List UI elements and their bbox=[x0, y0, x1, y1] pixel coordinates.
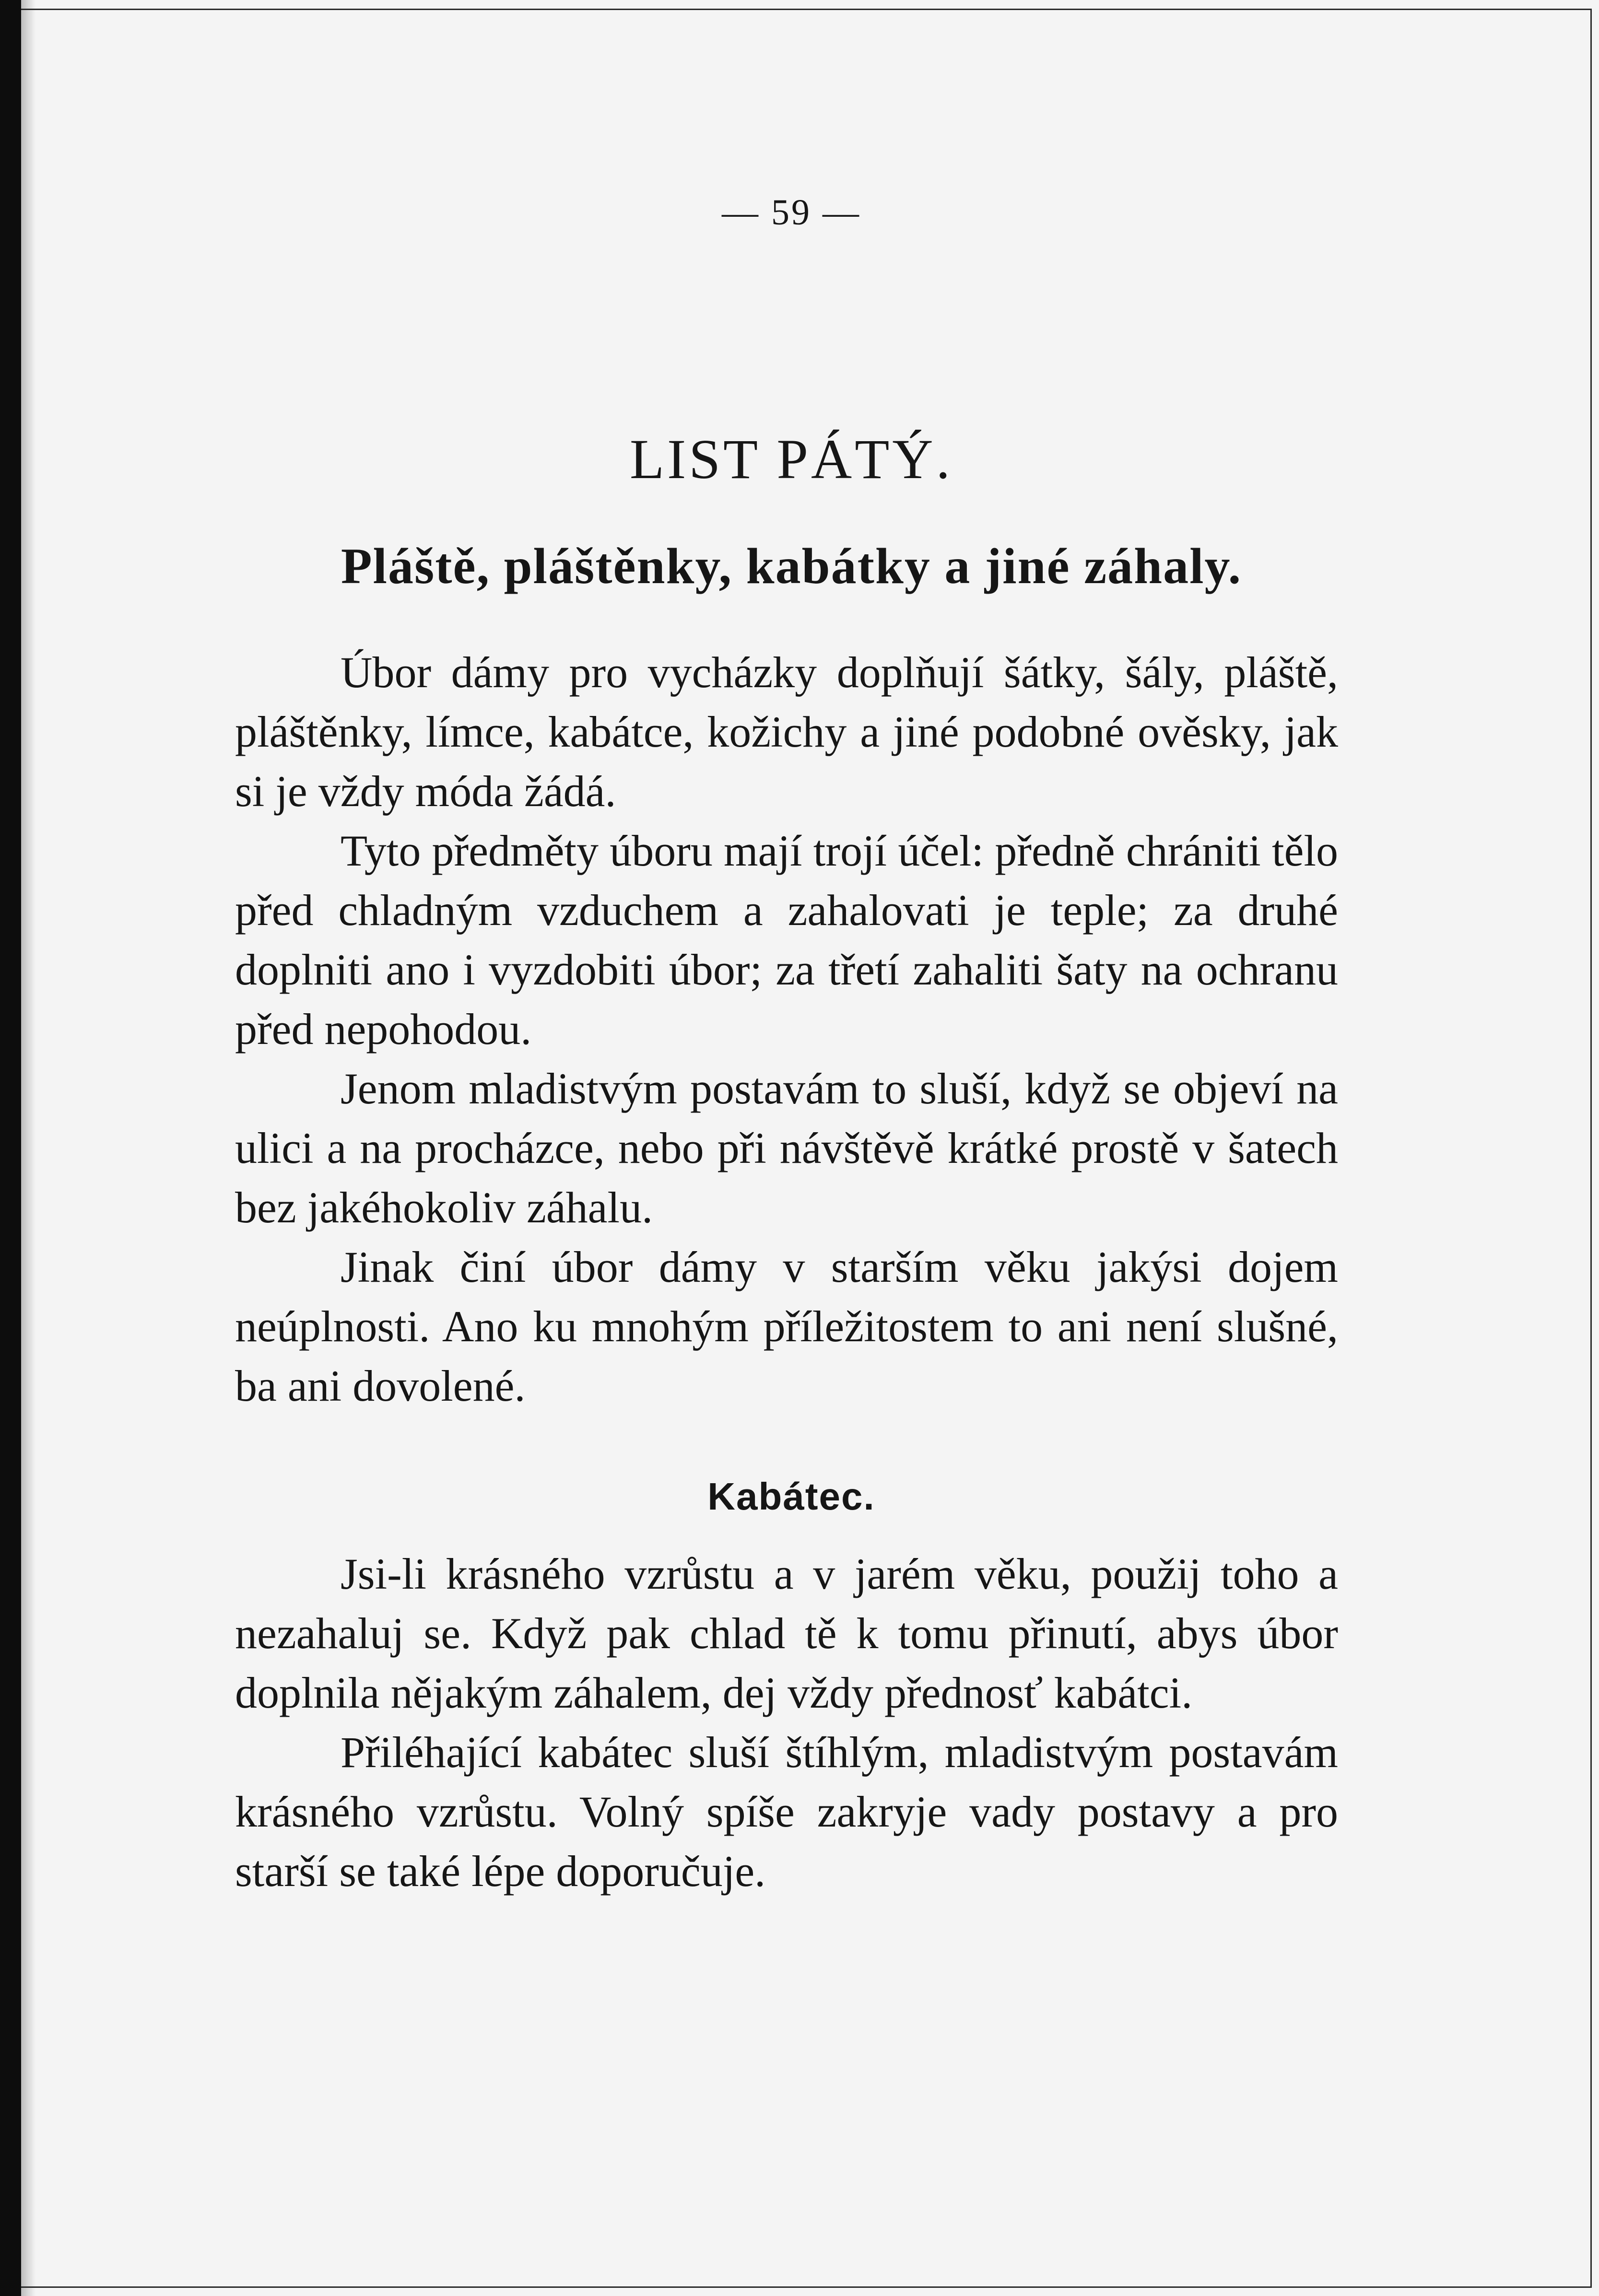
page-number: — 59 — bbox=[722, 192, 861, 233]
subsection-body bbox=[235, 1544, 1338, 1901]
paragraph: Tyto předměty úboru mají trojí účel: předně chrániti tělo před chladným vzduchem a zahalovati je teple; za druhé doplniti ano i vyzdobiti úbor; za třetí zahaliti šaty na ochranu před nepohodou. bbox=[235, 826, 1338, 1054]
chapter-title: LIST PÁTÝ. bbox=[629, 428, 953, 491]
spine-shadow bbox=[21, 0, 35, 2296]
paragraph: Jinak činí úbor dámy v starším věku jakýsi dojem neúplnosti. Ano ku mnohým příležitostem to ani není slušné, ba ani dovolené. bbox=[235, 1242, 1338, 1410]
chapter-body bbox=[235, 643, 1338, 1416]
paragraph: Jsi-li krásného vzrůstu a v jarém věku, použij toho a nezahaluj se. Když pak chlad tě k tomu přinutí, abys úbor doplnila nějakým záhalem, dej vždy přednosť kabátci. bbox=[235, 1549, 1338, 1717]
scan-frame-right bbox=[1590, 9, 1592, 2288]
book-spine-edge bbox=[0, 0, 21, 2296]
scan-frame-top bbox=[21, 9, 1592, 10]
section-title: Pláště, pláštěnky, kabátky a jiné záhaly. bbox=[341, 538, 1242, 594]
paragraph: Přiléhající kabátec sluší štíhlým, mladistvým postavám krásného vzrůstu. Volný spíše zakryje vady postavy a pro starší se také lépe doporučuje. bbox=[235, 1728, 1338, 1896]
paragraph: Jenom mladistvým postavám to sluší, když se objeví na ulici a na procházce, nebo při návštěvě krátké prostě v šatech bez jakéhokoliv záhalu. bbox=[235, 1064, 1338, 1232]
paragraph: Úbor dámy pro vycházky doplňují šátky, šály, pláště, pláštěnky, límce, kabátce, kožichy a jiné podobné ověsky, jak si je vždy móda žádá. bbox=[235, 648, 1338, 816]
scan-frame-bottom bbox=[21, 2286, 1592, 2288]
subsection-title: Kabátec. bbox=[707, 1475, 875, 1518]
